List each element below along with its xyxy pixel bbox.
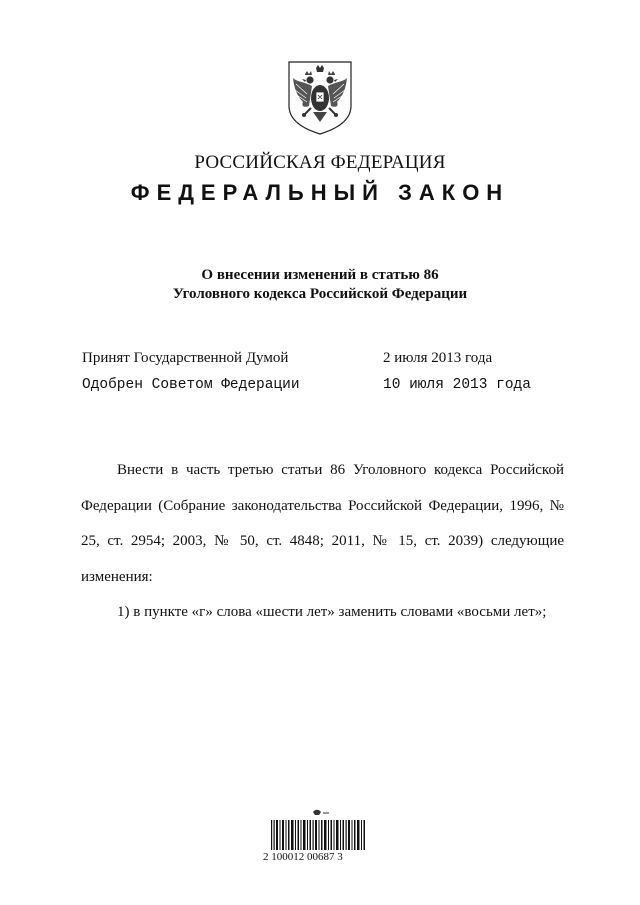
document-type: ФЕДЕРАЛЬНЫЙ ЗАКОН [130,180,510,205]
law-title [0,266,640,304]
country-name: РОССИЙСКАЯ ФЕДЕРАЦИЯ [194,152,446,173]
barcode-number: 2 100012 00687 3 [263,851,343,863]
body-paragraph: Внести в часть третью статьи 86 Уголовного кодекса Российской Федерации (Собрание законодательства Российской Федерации, 1996, № 25, ст. 2954; 2003, № 50, ст. 4848; 2011, № 15, ст. 2039) следующие изменения: [81,462,564,585]
adoption-date: 2 июля 2013 года [383,350,493,366]
adoption-label: Одобрен Советом Федерации [82,377,300,393]
amendment-item: 1) в пункте «г» слова «шести лет» заменить словами «восьми лет»; [117,604,547,620]
law-title-line-1: О внесении изменений в статью 86 [201,267,439,283]
law-title-line-2: Уголовного кодекса Российской Федерации [172,286,468,302]
adoption-row-council [0,377,640,399]
adoption-row-duma [0,350,640,372]
coat-of-arms-icon [287,60,353,136]
law-body [81,453,564,631]
adoption-label: Принят Государственной Думой [82,350,289,366]
adoption-date: 10 июля 2013 года [383,377,531,393]
